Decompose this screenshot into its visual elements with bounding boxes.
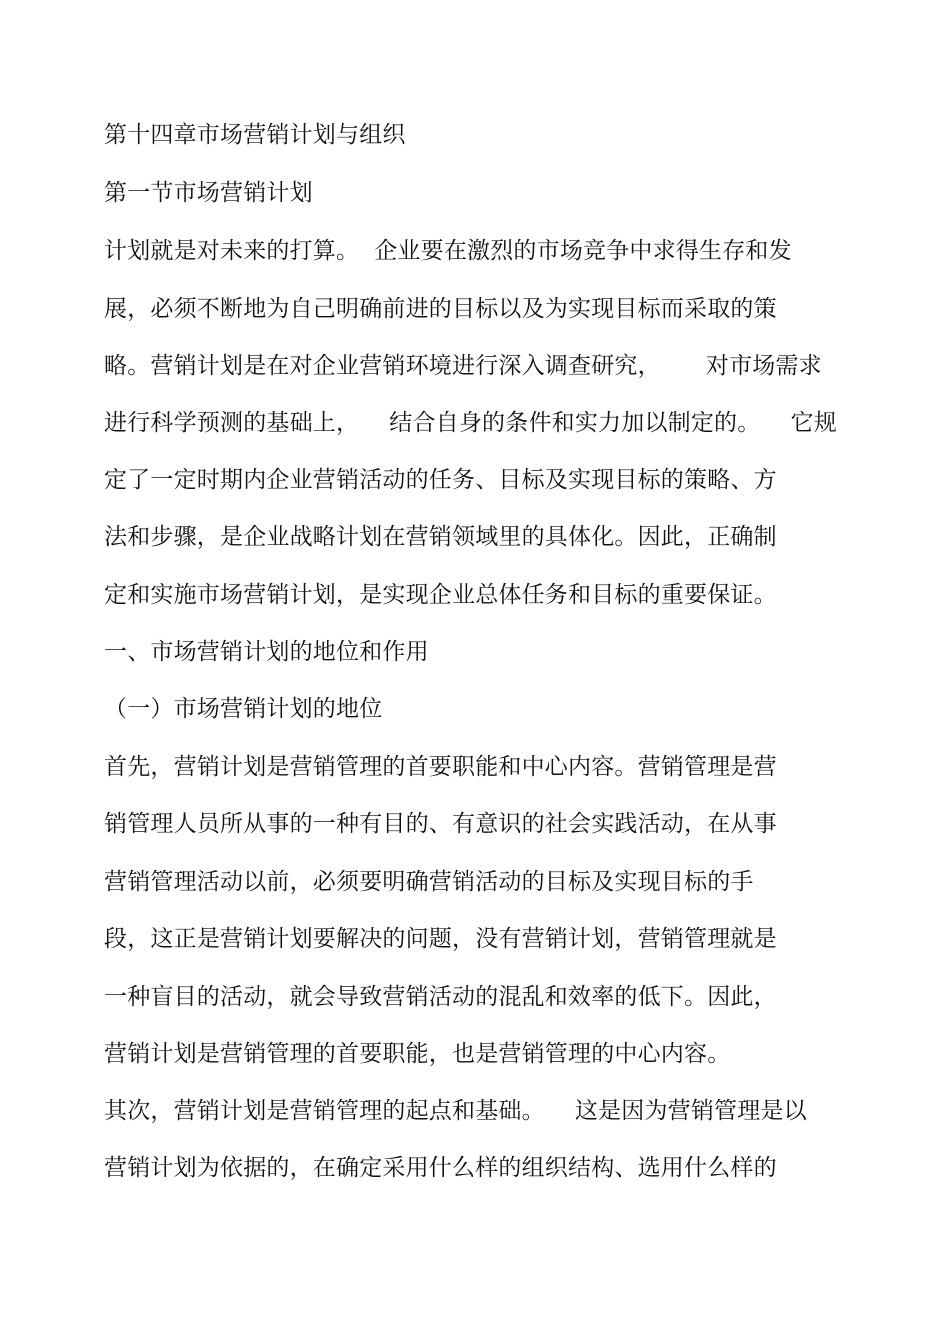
paragraph-line: 首先，营销计划是营销管理的首要职能和中心内容。营销管理是营 [104,754,777,780]
paragraph-line: 定了一定时期内企业营销活动的任务、目标及实现目标的策略、方 [104,467,777,493]
subsection-heading: 一、市场营销计划的地位和作用 [104,639,429,665]
paragraph-line: 销管理人员所从事的一种有目的、有意识的社会实践活动，在从事 [104,811,777,837]
paragraph-line: 营销管理活动以前，必须要明确营销活动的目标及实现目标的手 [104,869,754,895]
paragraph-line: 定和实施市场营销计划，是实现企业总体任务和目标的重要保证。 [104,582,777,608]
chapter-title: 第十四章市场营销计划与组织 [104,122,406,148]
paragraph-line: 略。营销计划是在对企业营销环境进行深入调查研究， 对市场需求 [104,353,822,379]
paragraph-line: 其次，营销计划是营销管理的起点和基础。 这是因为营销管理是以 [104,1098,807,1124]
paragraph-line: 计划就是对未来的打算。 企业要在激烈的市场竞争中求得生存和发 [104,238,792,264]
paragraph-line: 营销计划是营销管理的首要职能，也是营销管理的中心内容。 [104,1041,731,1067]
section-title: 第一节市场营销计划 [104,180,313,206]
paragraph-line: 营销计划为依据的，在确定采用什么样的组织结构、选用什么样的 [104,1155,777,1181]
paragraph-line: 进行科学预测的基础上， 结合自身的条件和实力加以制定的。 它规 [104,410,837,436]
paragraph-line: 段，这正是营销计划要解决的问题，没有营销计划，营销管理就是 [104,926,777,952]
paragraph-line: 法和步骤，是企业战略计划在营销领域里的具体化。因此，正确制 [104,524,777,550]
paragraph-line: 一种盲目的活动，就会导致营销活动的混乱和效率的低下。因此， [104,984,777,1010]
subsection-heading: （一）市场营销计划的地位 [104,696,383,722]
paragraph-line: 展，必须不断地为自己明确前进的目标以及为实现目标而采取的策 [104,296,777,322]
